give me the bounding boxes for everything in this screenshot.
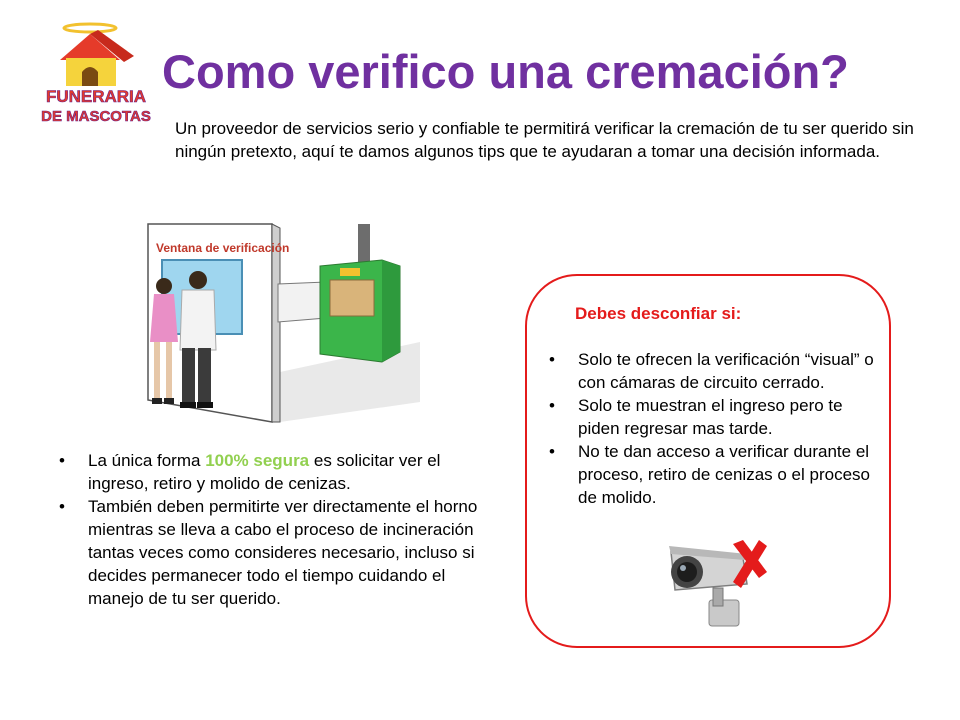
intro-text: Un proveedor de servicios serio y confiable te permitirá verificar la cremación de tu ser querido sin ningún pretexto, aquí te damos algunos tips que te ayudaran a tomar una decisión informada. [175, 119, 914, 161]
warning-title: Debes desconfiar si: [575, 304, 742, 323]
verification-illustration [130, 222, 420, 432]
list-item: • No te dan acceso a verificar durante el proceso, retiro de cenizas o el proceso de molido. [549, 440, 879, 509]
list-item: • La única forma 100% segura es solicitar ver el ingreso, retiro y molido de cenizas. [59, 449, 479, 495]
logo-text-2: DE MASCOTAS [41, 108, 151, 125]
list-item: • También deben permitirte ver directamente el horno mientras se lleva a cabo el proceso de incineración tantas veces como consideres necesario, incluso si decides permanecer todo el tiempo cuidando el manejo de tu ser querido. [59, 495, 479, 610]
window-label: Ventana de verificación [156, 241, 290, 255]
highlight-text: 100% segura [205, 451, 310, 470]
left-bullet-list [59, 449, 479, 610]
logo-text-1: FUNERARIA [45, 87, 147, 106]
list-item: • Solo te muestran el ingreso pero te piden regresar mas tarde. [549, 394, 879, 440]
warning-box [525, 274, 891, 648]
logo [38, 22, 156, 128]
cctv-camera-icon [663, 536, 773, 632]
warning-list [549, 348, 879, 509]
doghouse-logo-icon [38, 22, 156, 128]
page-title: Como verifico una cremación? [162, 45, 849, 98]
list-item: • Solo te ofrecen la verificación “visual” o con cámaras de circuito cerrado. [549, 348, 879, 394]
